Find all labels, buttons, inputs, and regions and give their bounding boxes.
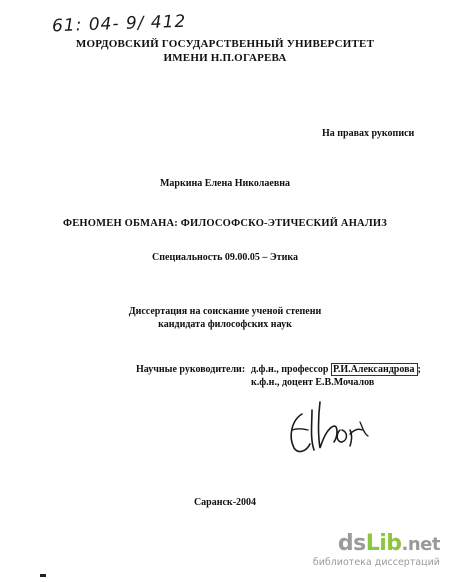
advisor-1-suffix: ; bbox=[417, 364, 421, 375]
logo-net: .net bbox=[401, 534, 440, 555]
logo-ds: ds bbox=[337, 531, 366, 556]
dslib-watermark bbox=[313, 533, 440, 568]
university-name-line2: ИМЕНИ Н.П.ОГАРЕВА bbox=[163, 52, 287, 64]
handwritten-reference-number: 61: 04- 9/ 412 bbox=[51, 11, 187, 37]
scan-artifact bbox=[40, 574, 46, 577]
advisor-2: к.ф.н., доцент Е.В.Мочалов bbox=[251, 377, 375, 388]
advisor-1-name: Р.И.Александрова bbox=[331, 363, 418, 376]
logo-lib: Lib bbox=[365, 531, 402, 556]
degree-line1: Диссертация на соискание ученой степени bbox=[128, 306, 322, 317]
specialty-line: Специальность 09.00.05 – Этика bbox=[152, 252, 298, 263]
advisor-1 bbox=[251, 364, 421, 375]
author-signature bbox=[284, 396, 374, 458]
rights-note: На правах рукописи bbox=[322, 128, 415, 139]
watermark-subtitle: библиотека диссертаций bbox=[312, 557, 440, 568]
advisors-label: Научные руководители: bbox=[136, 364, 246, 375]
advisor-1-title: д.ф.н., профессор bbox=[251, 364, 331, 375]
degree-line2: кандидата философских наук bbox=[158, 319, 292, 330]
dissertation-title: ФЕНОМЕН ОБМАНА: ФИЛОСОФСКО-ЭТИЧЕСКИЙ АНАЛИЗ bbox=[63, 218, 387, 229]
author-name: Маркина Елена Николаевна bbox=[159, 178, 290, 189]
dslib-logo bbox=[313, 533, 440, 556]
city-year: Саранск-2004 bbox=[193, 497, 257, 508]
university-name-line1: МОРДОВСКИЙ ГОСУДАРСТВЕННЫЙ УНИВЕРСИТЕТ bbox=[75, 38, 375, 50]
